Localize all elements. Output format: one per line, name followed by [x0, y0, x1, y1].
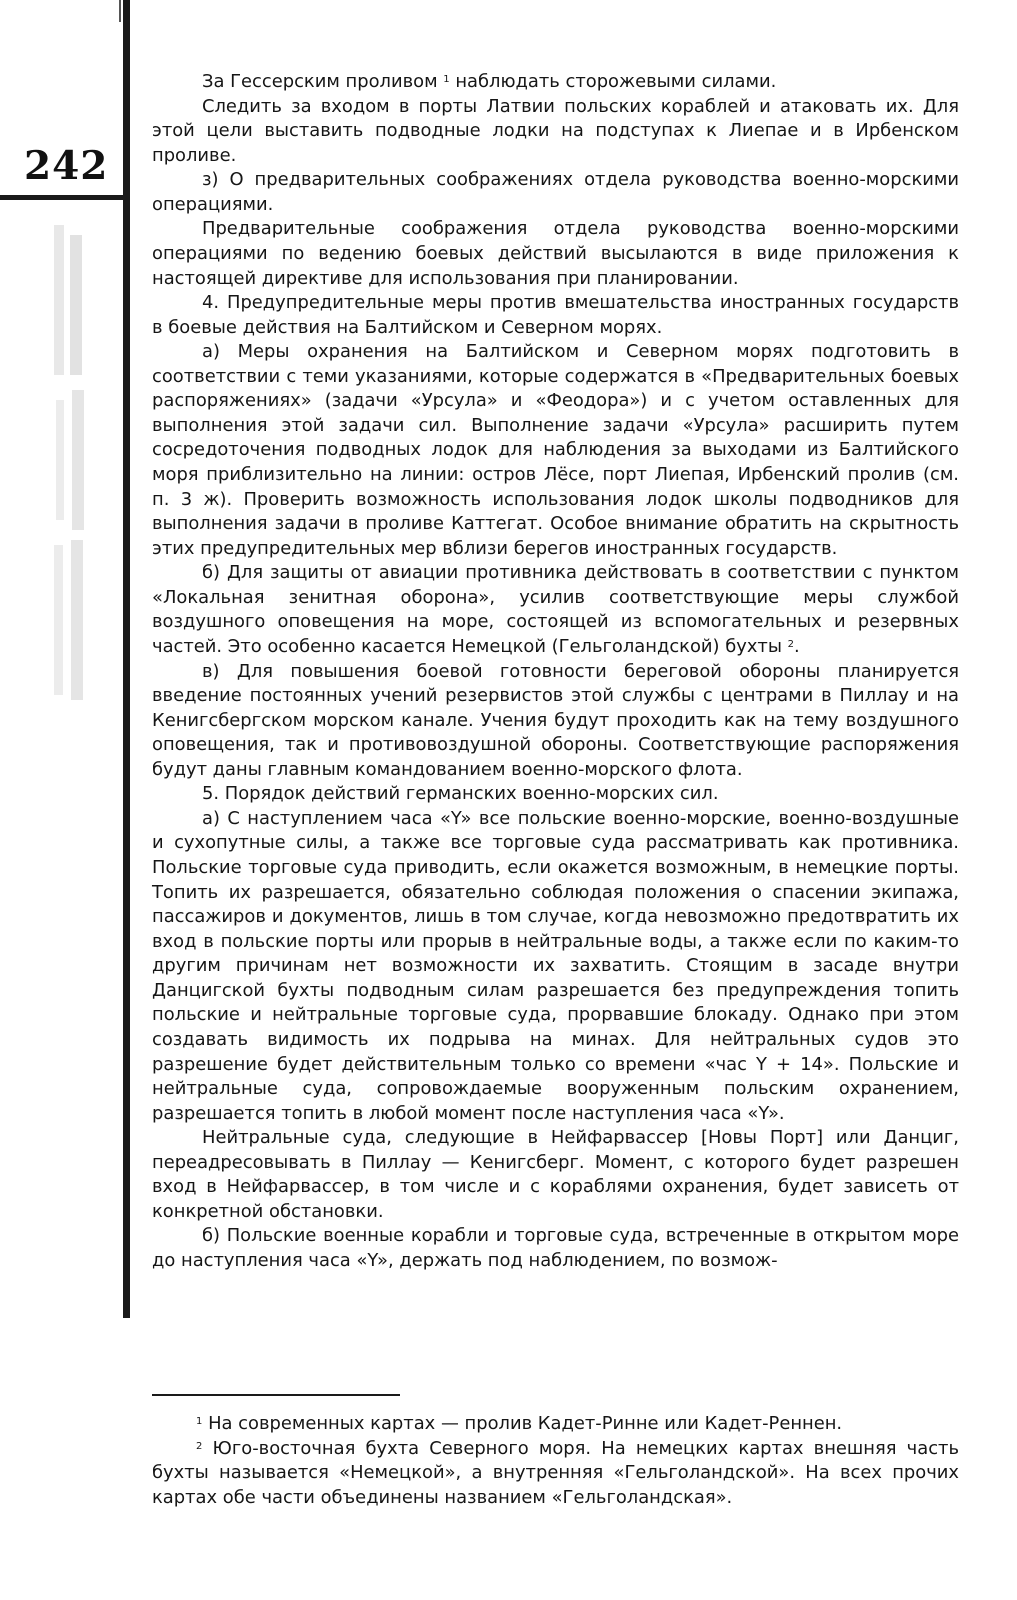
paragraph: 5. Порядок действий германских военно-морских сил.	[202, 783, 719, 805]
footnote-ref: 1	[443, 74, 450, 85]
paragraph: Нейтральные суда, следующие в Нейфарвассер [Новы Порт] или Данциг, переадресовывать в Пиллау — Кенигсберг. Момент, с которого будет разрешен вход в Нейфарвассер, в том числе и с кораблями охранения, будет зависеть от конкретной обстановки.	[152, 1127, 959, 1222]
footnotes	[152, 1412, 959, 1510]
footnote: $^1$ На современных картах — пролив Кадет-Ринне или Кадет-Реннен.	[196, 1413, 843, 1434]
paragraph: б) Польские военные корабли и торговые суда, встреченные в открытом море до наступления часа «Y», держать под наблюдением, по возмож-	[152, 1225, 959, 1271]
paragraph: За Гессерским проливом $^1$ наблюдать сторожевыми силами.	[202, 71, 777, 92]
main-text	[152, 70, 959, 1274]
paragraph: в) Для повышения боевой готовности береговой обороны планируется введение постоянных учений резервистов этой службы с центрами в Пиллау и на Кенигсбергском морском канале. Учения будут проходить как на тему воздушного оповещения, так и противовоздушной обороны. Соответствующие распоряжения будут даны главным командованием военно-морского флота.	[152, 660, 959, 780]
paragraph: а) Меры охранения на Балтийском и Северном морях подготовить в соответствии с теми указаниями, которые содержатся в «Предварительных боевых распоряжениях» (задачи «Урсула» и «Феодора») и с учетом оставленных для выполнения этой задачи сил. Выполнение задачи «Урсула» расширить путем сосредоточения подводных лодок для наблюдения за выходами из Балтийского моря приблизительно на линии: остров Лёсе, порт Лиепая, Ирбенский пролив (см. п. 3 ж). Проверить возможность использования лодок школы подводников для выполнения задачи в проливе Каттегат. Особое внимание обратить на скрытность этих предупредительных мер вблизи берегов иностранных государств.	[152, 341, 959, 559]
page-number-rule	[0, 195, 123, 200]
paragraph: 4. Предупредительные меры против вмешательства иностранных государств в боевые действия на Балтийском и Северном морях.	[152, 292, 959, 338]
footnote: $^2$ Юго-восточная бухта Северного моря. На немецких картах внешняя часть бухты называется «Немецкой», а внутренняя «Гельголандской». На всех прочих картах обе части объединены названием «Гельголандская».	[152, 1437, 959, 1508]
paragraph: з) О предварительных соображениях отдела руководства военно-морскими операциями.	[152, 169, 959, 215]
footnote-mark: 2	[196, 1440, 203, 1452]
footnote-separator	[152, 1394, 400, 1396]
margin-tick	[119, 0, 121, 22]
paragraph: Предварительные соображения отдела руководства военно-морскими операциями по ведению боевых действий высылаются в виде приложения к настоящей директиве для использования при планировании.	[152, 218, 959, 289]
paragraph: а) С наступлением часа «Y» все польские военно-морские, военно-воздушные и сухопутные силы, а также все торговые суда рассматривать как противника. Польские торговые суда приводить, если окажется возможным, в немецкие порты. Топить их разрешается, обязательно соблюдая положения о спасении экипажа, пассажиров и документов, лишь в том случае, когда невозможно предотвратить их вход в польские порты или прорыв в нейтральные воды, а также если по каким-то другим причинам нет возможности их захватить. Стоящим в засаде внутри Данцигской бухты подводным силам разрешается без предупреждения топить польские и нейтральные торговые суда, прорвавшие блокаду. Однако при этом создавать видимость их подрыва на минах. Для нейтральных судов это разрешение будет действительным только со времени «час Y + 14». Польские и нейтральные суда, сопровождаемые вооруженным польским охранением, разрешается топить в любой момент после наступления часа «Y».	[152, 807, 959, 1124]
paragraph: Следить за входом в порты Латвии польских кораблей и атаковать их. Для этой цели выставить подводные лодки на подступах к Лиепае и в Ирбенском проливе.	[152, 95, 959, 166]
footnote-mark: 1	[196, 1416, 203, 1427]
margin-vertical-rule	[123, 0, 130, 1318]
footnote-ref: 2	[787, 638, 795, 650]
library-stamp-watermark	[50, 225, 90, 705]
page-number: 242	[24, 143, 109, 189]
paragraph: б) Для защиты от авиации противника действовать в соответствии с пунктом «Локальная зенитная оборона», усилив соответствующие меры службой воздушного оповещения на море, состоящей из вспомогательных и резервных частей. Это особенно касается Немецкой (Гельголандской) бухты $^2$.	[152, 562, 959, 657]
